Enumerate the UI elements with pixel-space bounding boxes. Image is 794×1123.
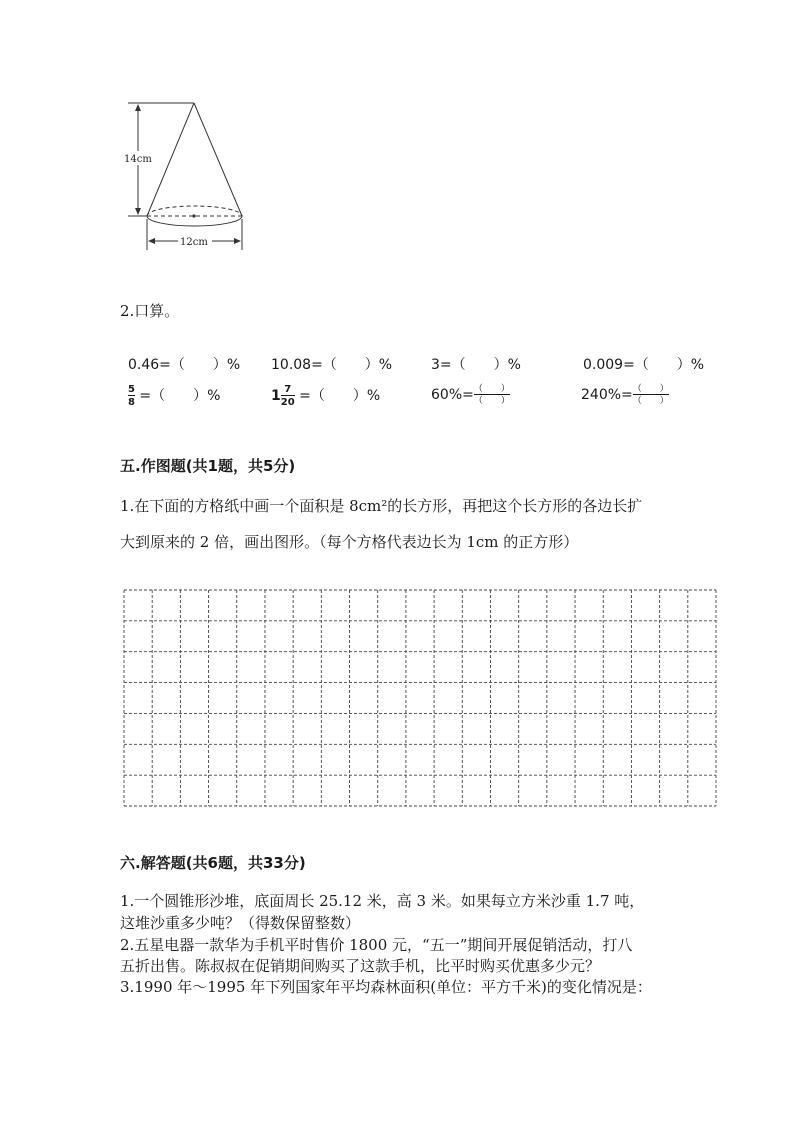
calc-r1-c: 3=（ ）% [431,357,521,373]
section5-q1-line1: 1.在下面的方格纸中画一个面积是 8cm²的长方形，再把这个长方形的各边长扩 [120,497,643,515]
blank-fraction [633,384,669,406]
grid-paper[interactable] [120,586,720,810]
calc-r2-b-rest: =（ ）% [299,388,381,404]
base-center [192,214,195,217]
calc-r1-d: 0.009=（ ）% [583,357,705,373]
fraction-5-8 [128,384,135,408]
calc-r2-d-left: 240%= [581,387,633,403]
fraction-denominator: 8 [128,397,135,408]
section6-q3-line1: 3.1990 年～1995 年下列国家年平均森林面积(单位：平方千米)的变化情况是： [120,978,652,996]
diameter-label: 12cm [180,237,208,248]
cone-figure [118,95,258,255]
fraction-numerator: 7 [284,384,292,395]
height-label: 14cm [124,154,152,165]
diameter-arrow-right [234,238,241,244]
section6-heading: 六.解答题(共6题，共33分) [120,854,306,872]
cone-left-side [147,103,194,216]
section6-q2-line1: 2.五星电器一款华为手机平时售价 1800 元，“五一”期间开展促销活动，打八 [120,936,633,954]
calc-r2-a [128,384,220,408]
blank-numerator: （ ） [632,384,669,394]
fraction-numerator: 5 [128,384,135,395]
calc-r1-a: 0.46=（ ）% [128,357,241,373]
calc-r2-c-left: 60%= [431,387,474,403]
height-arrow-top [135,104,141,111]
section6-q2-line2: 五折出售。陈叔叔在促销期间购买了这款手机，比平时购买优惠多少元？ [120,957,601,975]
calc-r2-a-rest: =（ ）% [139,388,221,404]
section5-q1-line2: 大到原来的 2 倍，画出图形。（每个方格代表边长为 1cm 的正方形） [120,533,579,551]
height-arrow-bottom [135,208,141,215]
fraction-denominator: 20 [280,397,295,408]
q2-title: 2.口算。 [120,302,180,320]
blank-numerator: （ ） [473,384,510,394]
diameter-arrow-left [148,238,155,244]
fraction-7-20 [281,384,295,408]
blank-denominator: （ ） [632,396,669,406]
cone-right-side [194,103,242,216]
section5-heading: 五.作图题(共1题，共5分) [120,457,296,475]
blank-denominator: （ ） [473,396,510,406]
blank-fraction [474,384,510,406]
section6-q1-line1: 1.一个圆锥形沙堆，底面周长 25.12 米，高 3 米。如果每立方米沙重 1.7 吨， [120,892,645,910]
mixed-whole: 1 [271,388,281,404]
section6-q1-line2: 这堆沙重多少吨？（得数保留整数） [120,914,361,932]
calc-r2-c [431,384,510,406]
calc-r1-b: 10.08=（ ）% [271,357,393,373]
calc-r2-d [581,384,669,406]
calc-r2-b [271,384,380,408]
